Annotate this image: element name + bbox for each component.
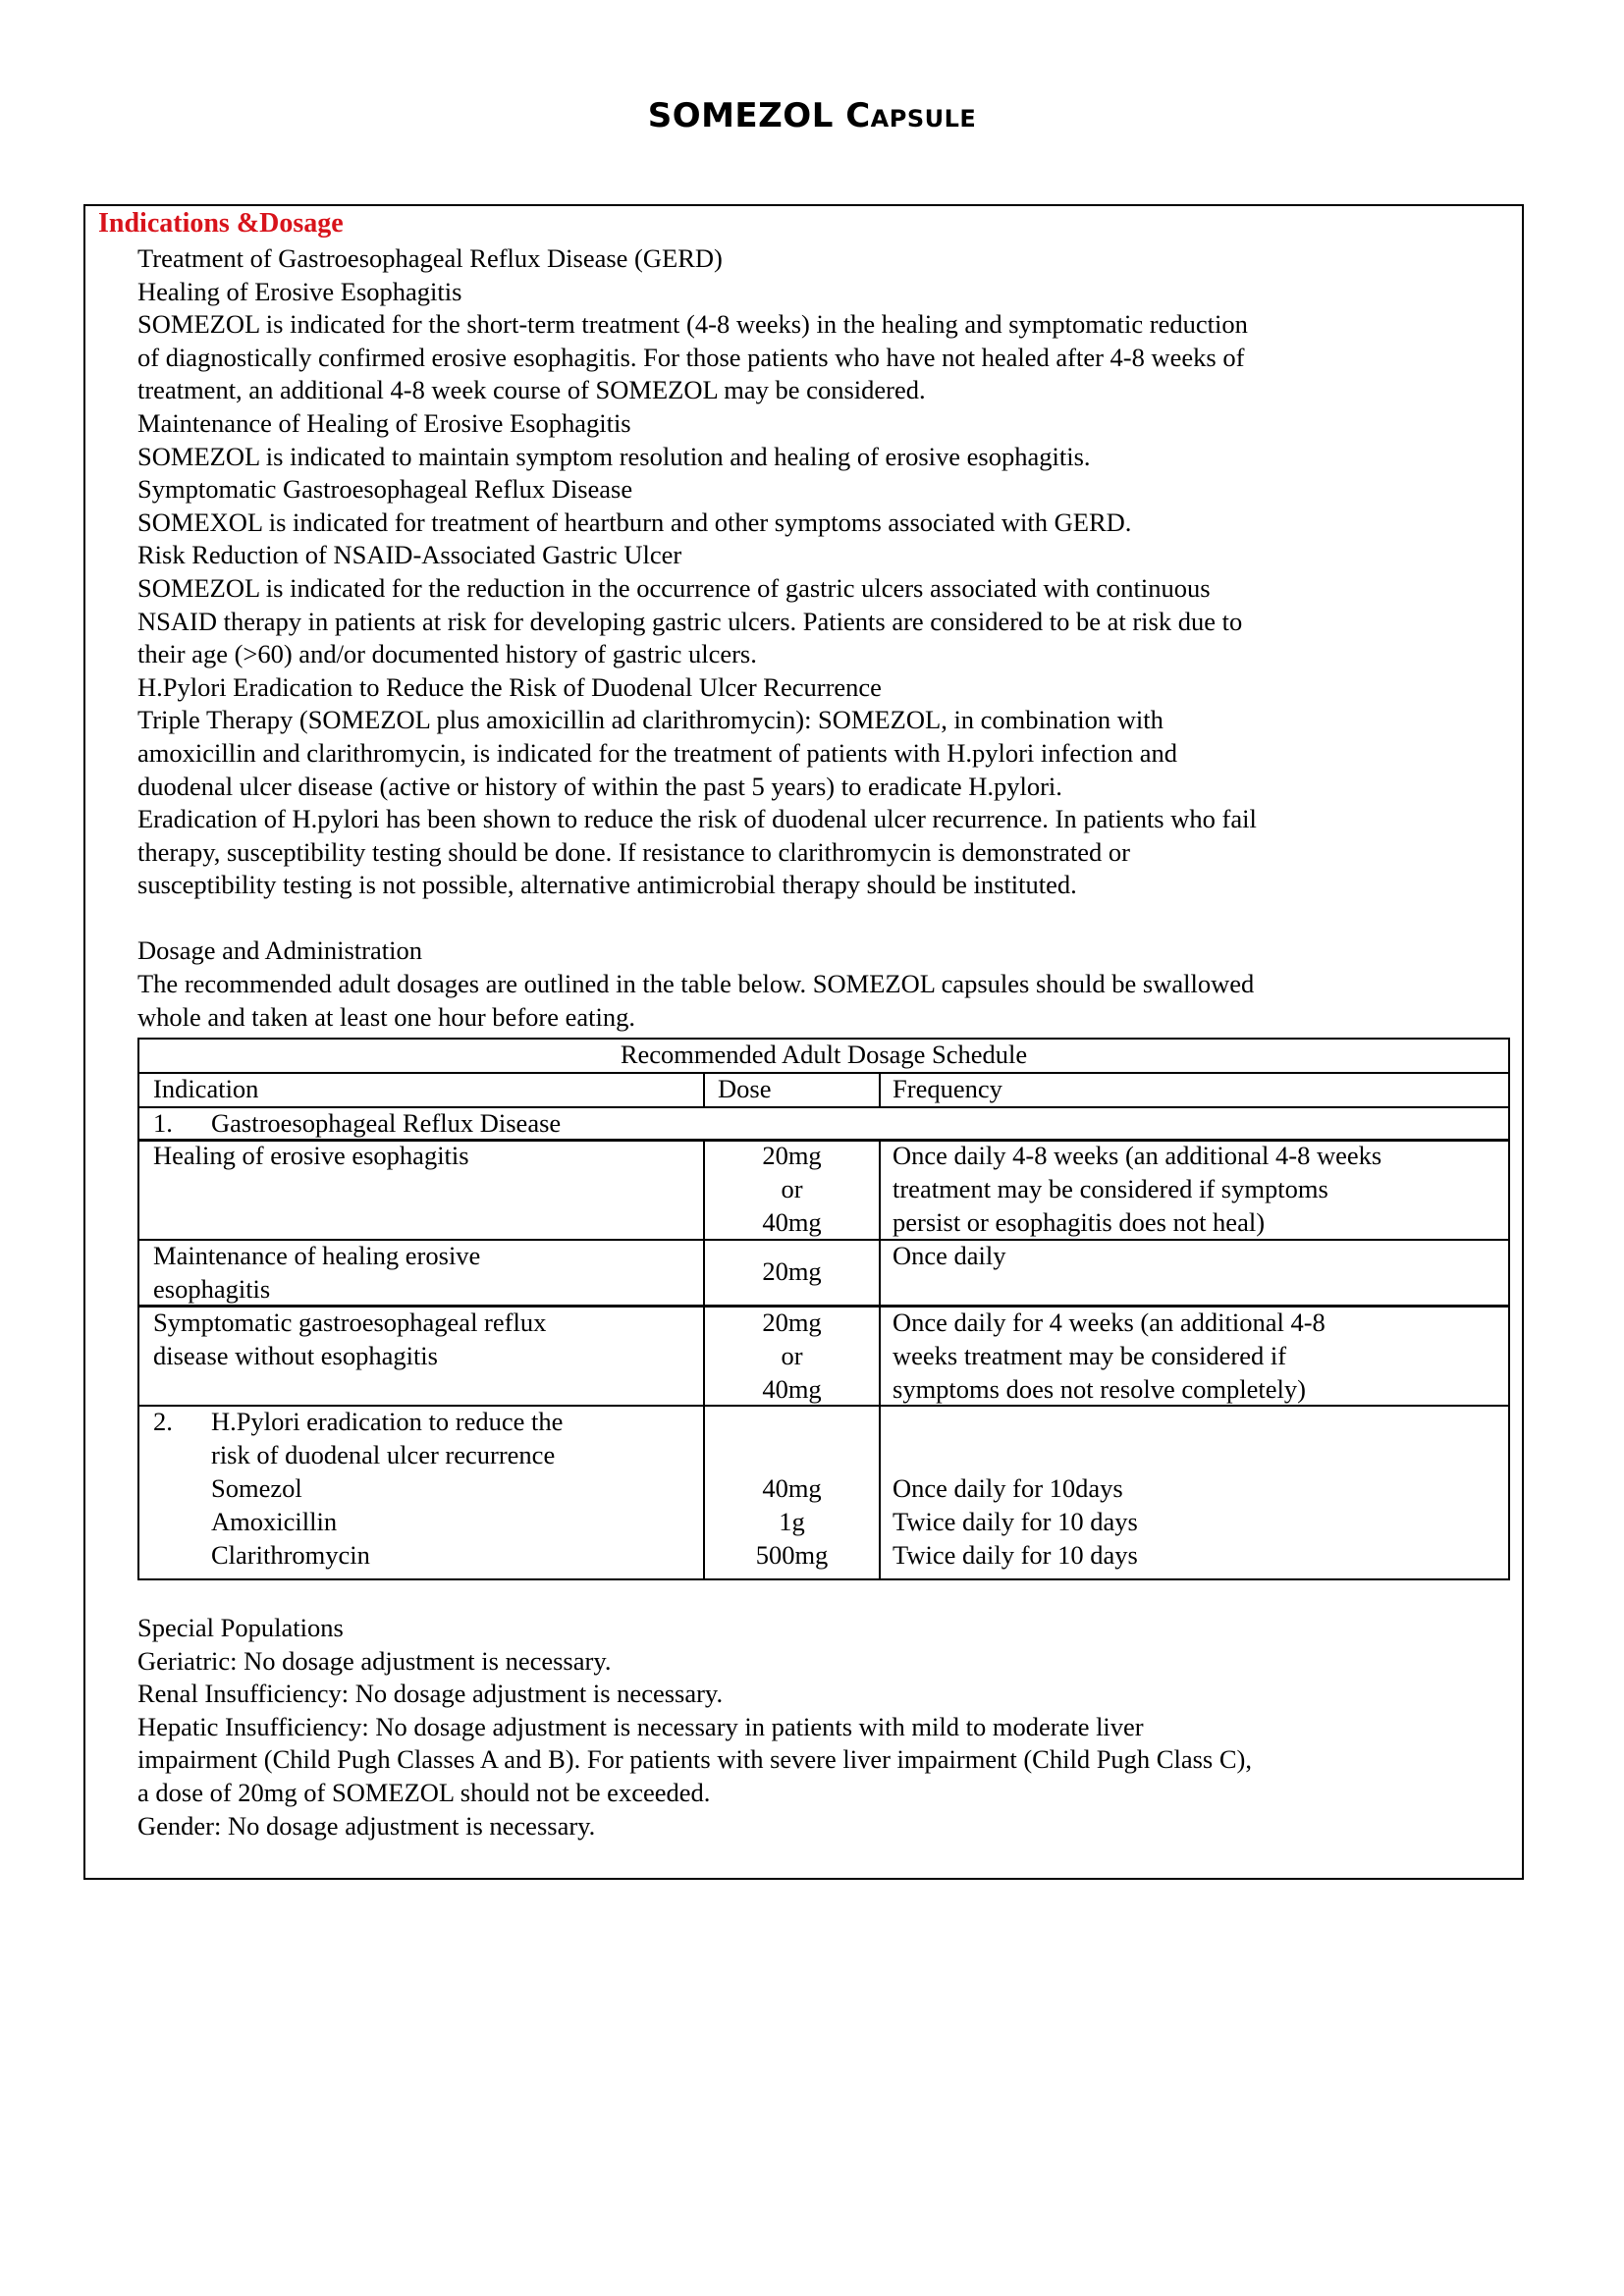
row-indication: Maintenance of healing erosive (153, 1241, 481, 1270)
document-title (0, 96, 1624, 135)
title-suffix: Capsule (845, 96, 977, 135)
drug-dose: 1g (779, 1507, 805, 1536)
table-rule (703, 1072, 705, 1108)
text-line: Triple Therapy (SOMEZOL plus amoxicillin ad clarithromycin): SOMEZOL, in combination with (137, 705, 1164, 735)
row-dose: 40mg (762, 1374, 822, 1404)
row-dose: 20mg (762, 1308, 822, 1337)
text-line: Hepatic Insufficiency: No dosage adjustment is necessary in patients with mild to moderate liver (137, 1711, 1144, 1741)
row-frequency: weeks treatment may be considered if (893, 1341, 1287, 1370)
row-indication: Healing of erosive esophagitis (153, 1141, 469, 1170)
subheading-gerd: Treatment of Gastroesophageal Reflux Disease (GERD) (137, 243, 723, 273)
title-main: SOMEZOL (647, 96, 834, 135)
row-frequency: Once daily (893, 1241, 1006, 1270)
row-dose: 20mg (762, 1256, 822, 1286)
text-line: duodenal ulcer disease (active or history of within the past 5 years) to eradicate H.pylori. (137, 771, 1062, 801)
table-caption: Recommended Adult Dosage Schedule (620, 1040, 1028, 1069)
text-line: treatment, an additional 4-8 week course of SOMEZOL may be considered. (137, 375, 926, 405)
header-frequency: Frequency (893, 1074, 1002, 1103)
drug-frequency: Once daily for 10days (893, 1473, 1123, 1503)
group-label: Gastroesophageal Reflux Disease (211, 1108, 562, 1138)
row-frequency: Once daily for 4 weeks (an additional 4-8 (893, 1308, 1326, 1337)
group-label: risk of duodenal ulcer recurrence (211, 1440, 556, 1469)
row-indication: Symptomatic gastroesophageal reflux (153, 1308, 547, 1337)
subheading-special: Special Populations (137, 1613, 344, 1642)
text-line: their age (>60) and/or documented history of gastric ulcers. (137, 639, 757, 669)
table-rule (879, 1139, 881, 1578)
text-line: Renal Insufficiency: No dosage adjustment is necessary. (137, 1679, 724, 1709)
subheading-healing: Healing of Erosive Esophagitis (137, 276, 462, 306)
text-line: SOMEXOL is indicated for treatment of heartburn and other symptoms associated with GERD. (137, 507, 1132, 537)
section-heading: Indications &Dosage (98, 208, 344, 239)
subheading-hpylori: H.Pylori Eradication to Reduce the Risk of Duodenal Ulcer Recurrence (137, 671, 882, 702)
row-frequency: symptoms does not resolve completely) (893, 1374, 1306, 1404)
subheading-dosage: Dosage and Administration (137, 935, 422, 966)
subheading-maintenance: Maintenance of Healing of Erosive Esophagitis (137, 407, 631, 438)
text-line: Eradication of H.pylori has been shown to reduce the risk of duodenal ulcer recurrence. In patients who fail (137, 804, 1257, 834)
drug-frequency: Twice daily for 10 days (893, 1540, 1138, 1570)
row-dose: or (781, 1341, 803, 1370)
drug-name: Clarithromycin (211, 1540, 370, 1570)
row-frequency: persist or esophagitis does not heal) (893, 1207, 1266, 1237)
drug-frequency: Twice daily for 10 days (893, 1507, 1138, 1536)
text-line: impairment (Child Pugh Classes A and B). For patients with severe liver impairment (Child Pugh Class C), (137, 1744, 1252, 1775)
row-dose: or (781, 1174, 803, 1203)
dosage-table (137, 1038, 1510, 1580)
row-dose: 40mg (762, 1207, 822, 1237)
drug-dose: 40mg (762, 1473, 822, 1503)
header-dose: Dose (718, 1074, 772, 1103)
spacer (137, 902, 1512, 935)
text-line: amoxicillin and clarithromycin, is indicated for the treatment of patients with H.pylori infection and (137, 737, 1177, 768)
subheading-symptomatic: Symptomatic Gastroesophageal Reflux Disease (137, 474, 633, 505)
text-line: NSAID therapy in patients at risk for developing gastric ulcers. Patients are considered to be at risk due to (137, 606, 1243, 636)
text-line: SOMEZOL is indicated for the reduction in the occurrence of gastric ulcers associated with continuous (137, 572, 1211, 603)
text-line: SOMEZOL is indicated to maintain symptom resolution and healing of erosive esophagitis. (137, 441, 1091, 471)
text-line: The recommended adult dosages are outlined in the table below. SOMEZOL capsules should be swallowed (137, 969, 1255, 999)
group-label: H.Pylori eradication to reduce the (211, 1407, 564, 1436)
row-dose: 20mg (762, 1141, 822, 1170)
text-line: Geriatric: No dosage adjustment is necessary. (137, 1645, 612, 1676)
indications-text (137, 242, 1512, 1034)
drug-name: Amoxicillin (211, 1507, 338, 1536)
header-indication: Indication (153, 1074, 259, 1103)
row-indication: disease without esophagitis (153, 1341, 438, 1370)
table-rule (879, 1072, 881, 1108)
drug-dose: 500mg (755, 1540, 829, 1570)
text-line: whole and taken at least one hour before eating. (137, 1001, 635, 1032)
text-line: of diagnostically confirmed erosive esophagitis. For those patients who have not healed after 4-8 weeks of (137, 342, 1245, 372)
row-indication: esophagitis (153, 1274, 271, 1304)
group-number: 1. (153, 1108, 173, 1138)
text-line: SOMEZOL is indicated for the short-term treatment (4-8 weeks) in the healing and symptomatic reduction (137, 309, 1248, 340)
row-frequency: treatment may be considered if symptoms (893, 1174, 1328, 1203)
special-populations (137, 1612, 1512, 1842)
subheading-nsaid: Risk Reduction of NSAID-Associated Gastric Ulcer (137, 540, 682, 570)
table-rule (139, 1072, 1508, 1074)
row-frequency: Once daily 4-8 weeks (an additional 4-8 weeks (893, 1141, 1382, 1170)
text-line: susceptibility testing is not possible, alternative antimicrobial therapy should be instituted. (137, 870, 1077, 900)
group-number: 2. (153, 1407, 173, 1436)
text-line: a dose of 20mg of SOMEZOL should not be exceeded. (137, 1777, 711, 1807)
text-line: therapy, susceptibility testing should be done. If resistance to clarithromycin is demonstrated or (137, 836, 1130, 867)
text-line: Gender: No dosage adjustment is necessary. (137, 1810, 596, 1841)
drug-name: Somezol (211, 1473, 302, 1503)
